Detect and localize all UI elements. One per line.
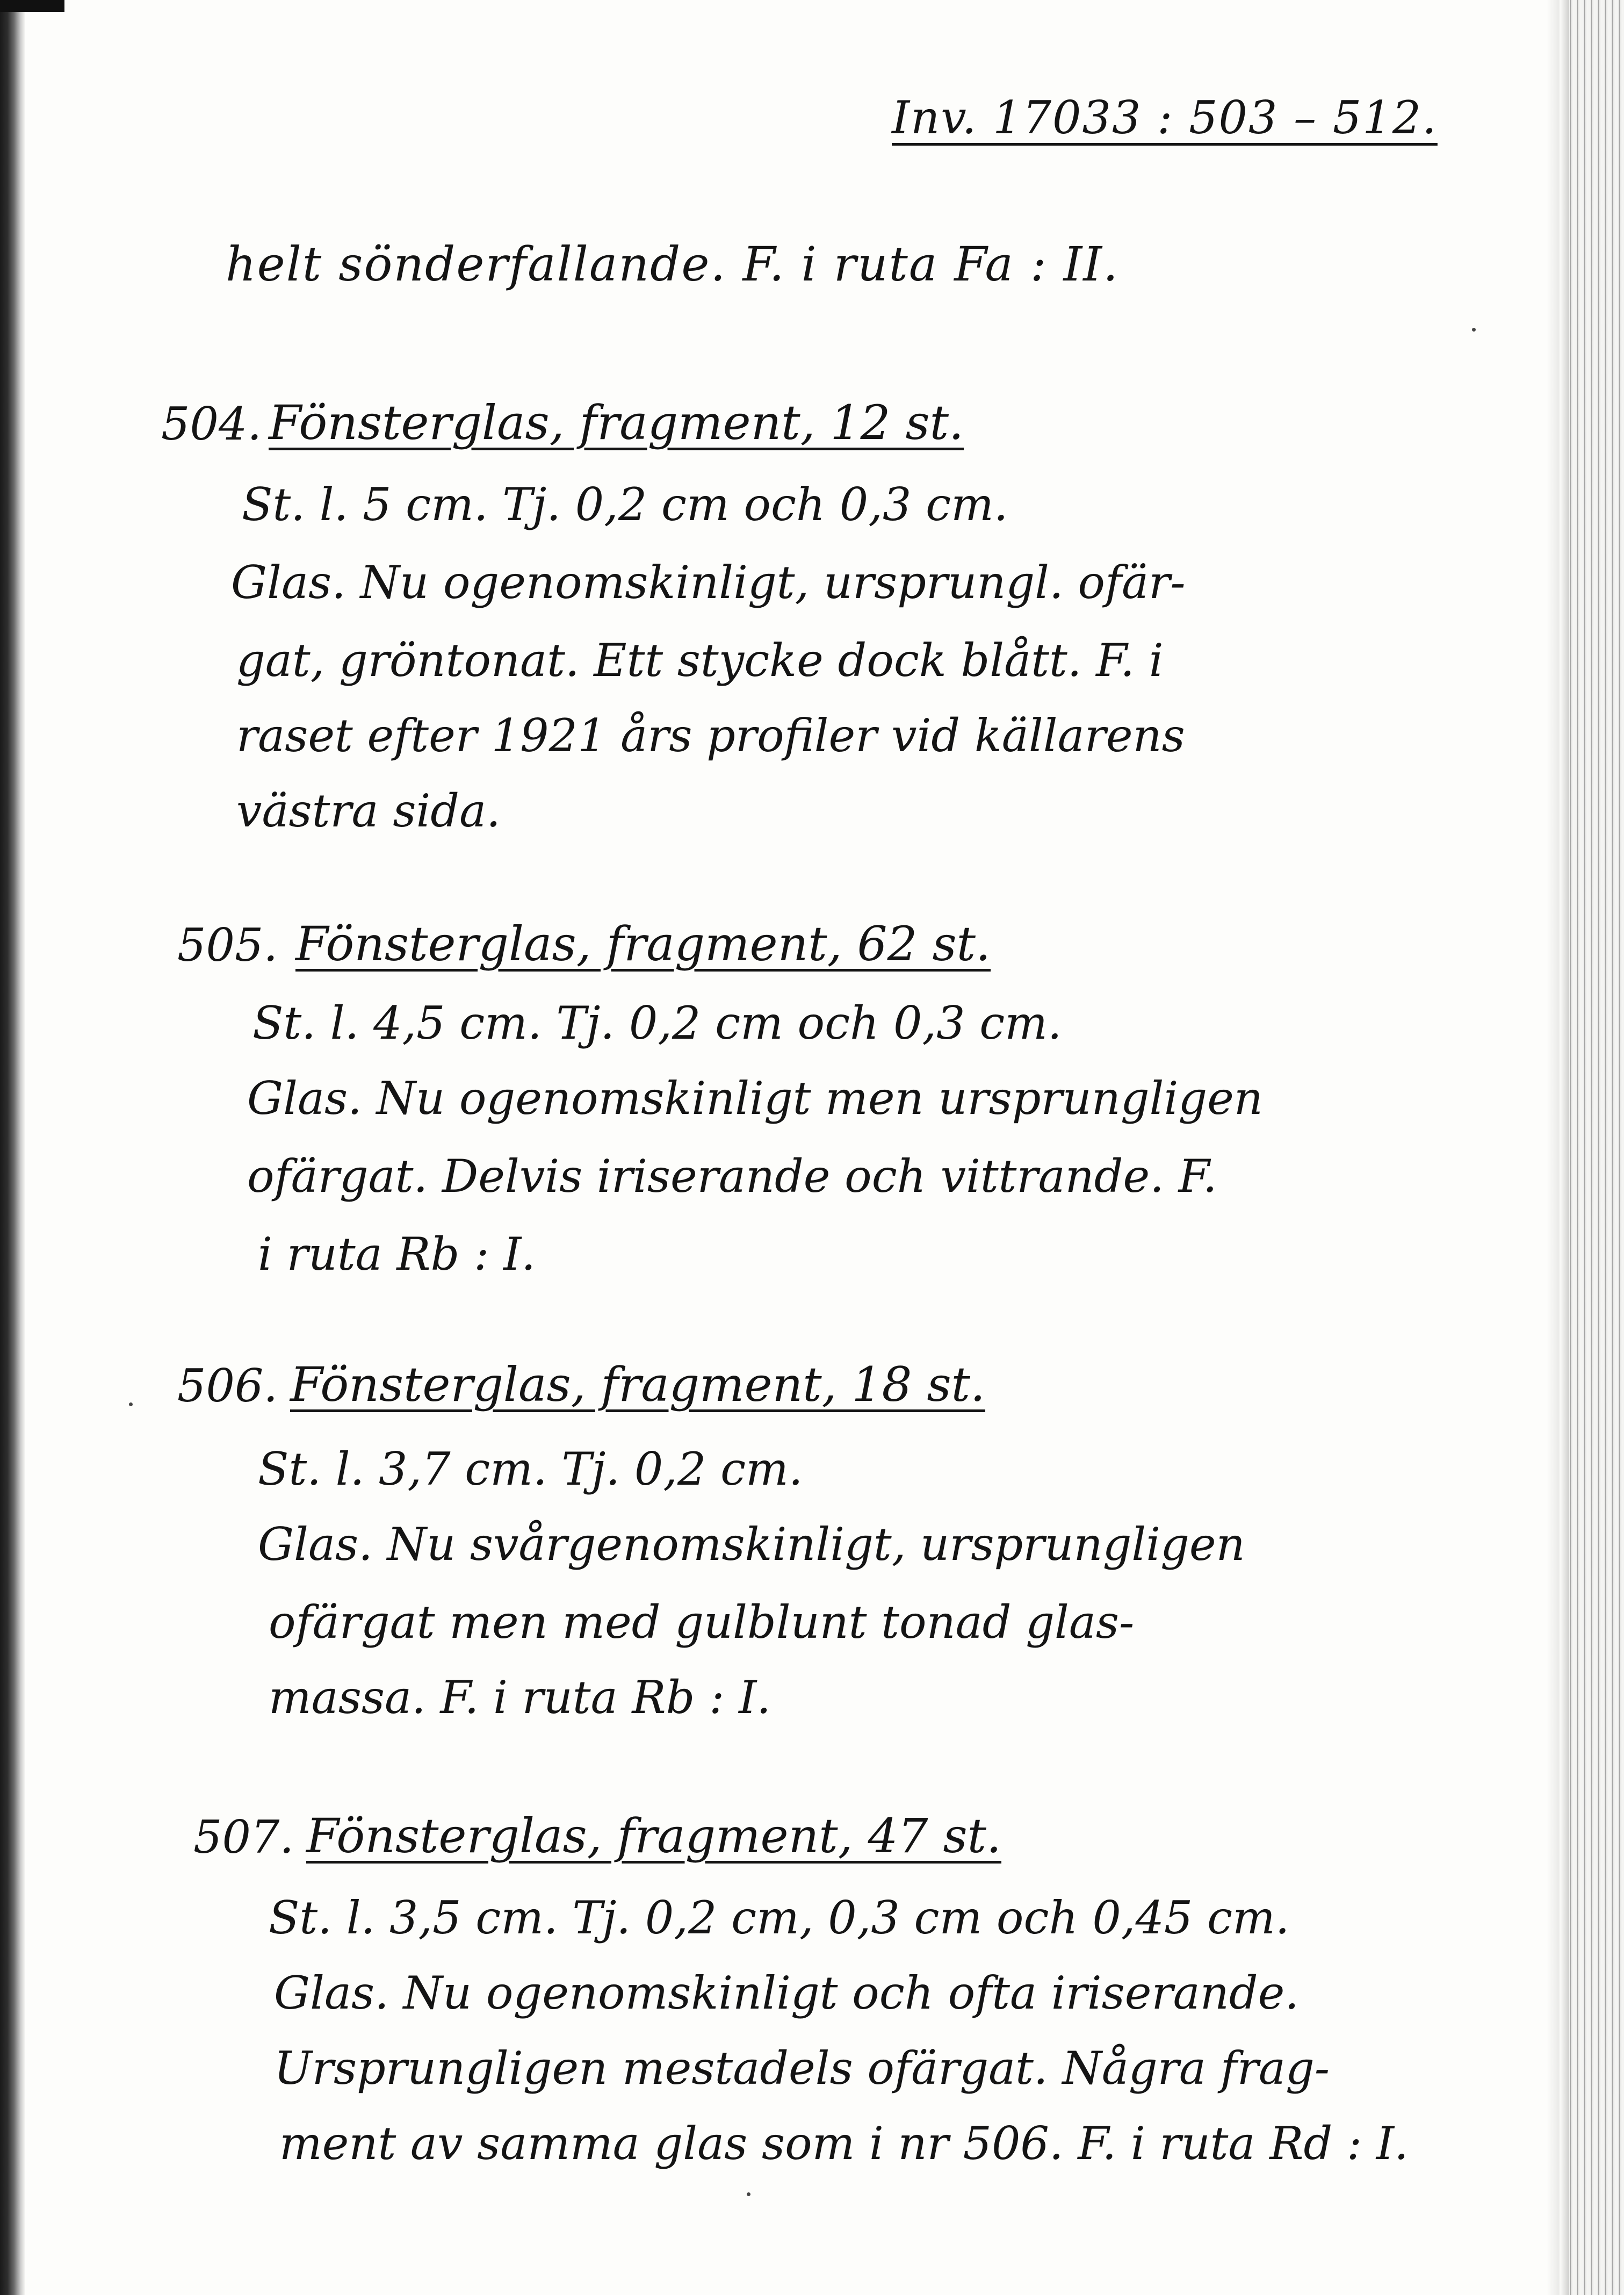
entry-number: 506.	[177, 1359, 278, 1412]
continuation-line: helt sönderfallande. F. i ruta Fa : II.	[226, 236, 1119, 292]
entry-number: 504.	[161, 398, 262, 450]
entry-line: ofärgat. Delvis iriserande och vittrande. F.	[247, 1150, 1217, 1203]
entry-title: Fönsterglas, fragment, 18 st.	[290, 1357, 986, 1412]
entry-line: i ruta Rb : I.	[258, 1228, 536, 1280]
binding-edge	[0, 0, 25, 2295]
entry-line: St. l. 3,7 cm. Tj. 0,2 cm.	[258, 1443, 803, 1495]
entry-title: Fönsterglas, fragment, 62 st.	[295, 916, 991, 972]
entry-number: 505.	[177, 919, 278, 972]
entry-line: Glas. Nu ogenomskinligt men ursprungligen	[247, 1072, 1263, 1125]
entry-line: massa. F. i ruta Rb : I.	[269, 1671, 771, 1724]
scan-speck	[1472, 328, 1476, 332]
stacked-page-edges	[1560, 0, 1624, 2295]
inventory-number: Inv. 17033 : 503 – 512.	[892, 91, 1438, 144]
entry-line: St. l. 3,5 cm. Tj. 0,2 cm, 0,3 cm och 0,45 cm.	[269, 1891, 1290, 1944]
entry-line: ment av samma glas som i nr 506. F. i ruta Rd : I.	[279, 2117, 1409, 2170]
entry-line: västra sida.	[236, 785, 501, 837]
entry-title: Fönsterglas, fragment, 47 st.	[306, 1808, 1002, 1864]
corner-mark	[0, 0, 64, 12]
entry-line: Ursprungligen mestadels ofärgat. Några frag-	[274, 2042, 1330, 2095]
entry-line: St. l. 4,5 cm. Tj. 0,2 cm och 0,3 cm.	[252, 997, 1062, 1049]
entry-line: ofärgat men med gulblunt tonad glas-	[269, 1596, 1135, 1649]
scan-speck	[747, 2192, 750, 2196]
entry-number: 507.	[193, 1811, 294, 1864]
entry-line: gat, gröntonat. Ett stycke dock blått. F. i	[236, 634, 1164, 687]
entry-title: Fönsterglas, fragment, 12 st.	[269, 395, 964, 450]
entry-line: Glas. Nu svårgenomskinligt, ursprungligen	[258, 1518, 1245, 1571]
entry-line: Glas. Nu ogenomskinligt, ursprungl. ofär-	[231, 556, 1186, 609]
entry-line: raset efter 1921 års profiler vid källarens	[236, 709, 1185, 762]
page-shadow	[1547, 0, 1560, 2295]
entry-line: Glas. Nu ogenomskinligt och ofta iriserande.	[274, 1967, 1300, 2019]
entry-line: St. l. 5 cm. Tj. 0,2 cm och 0,3 cm.	[242, 478, 1008, 531]
scan-speck	[129, 1402, 133, 1406]
